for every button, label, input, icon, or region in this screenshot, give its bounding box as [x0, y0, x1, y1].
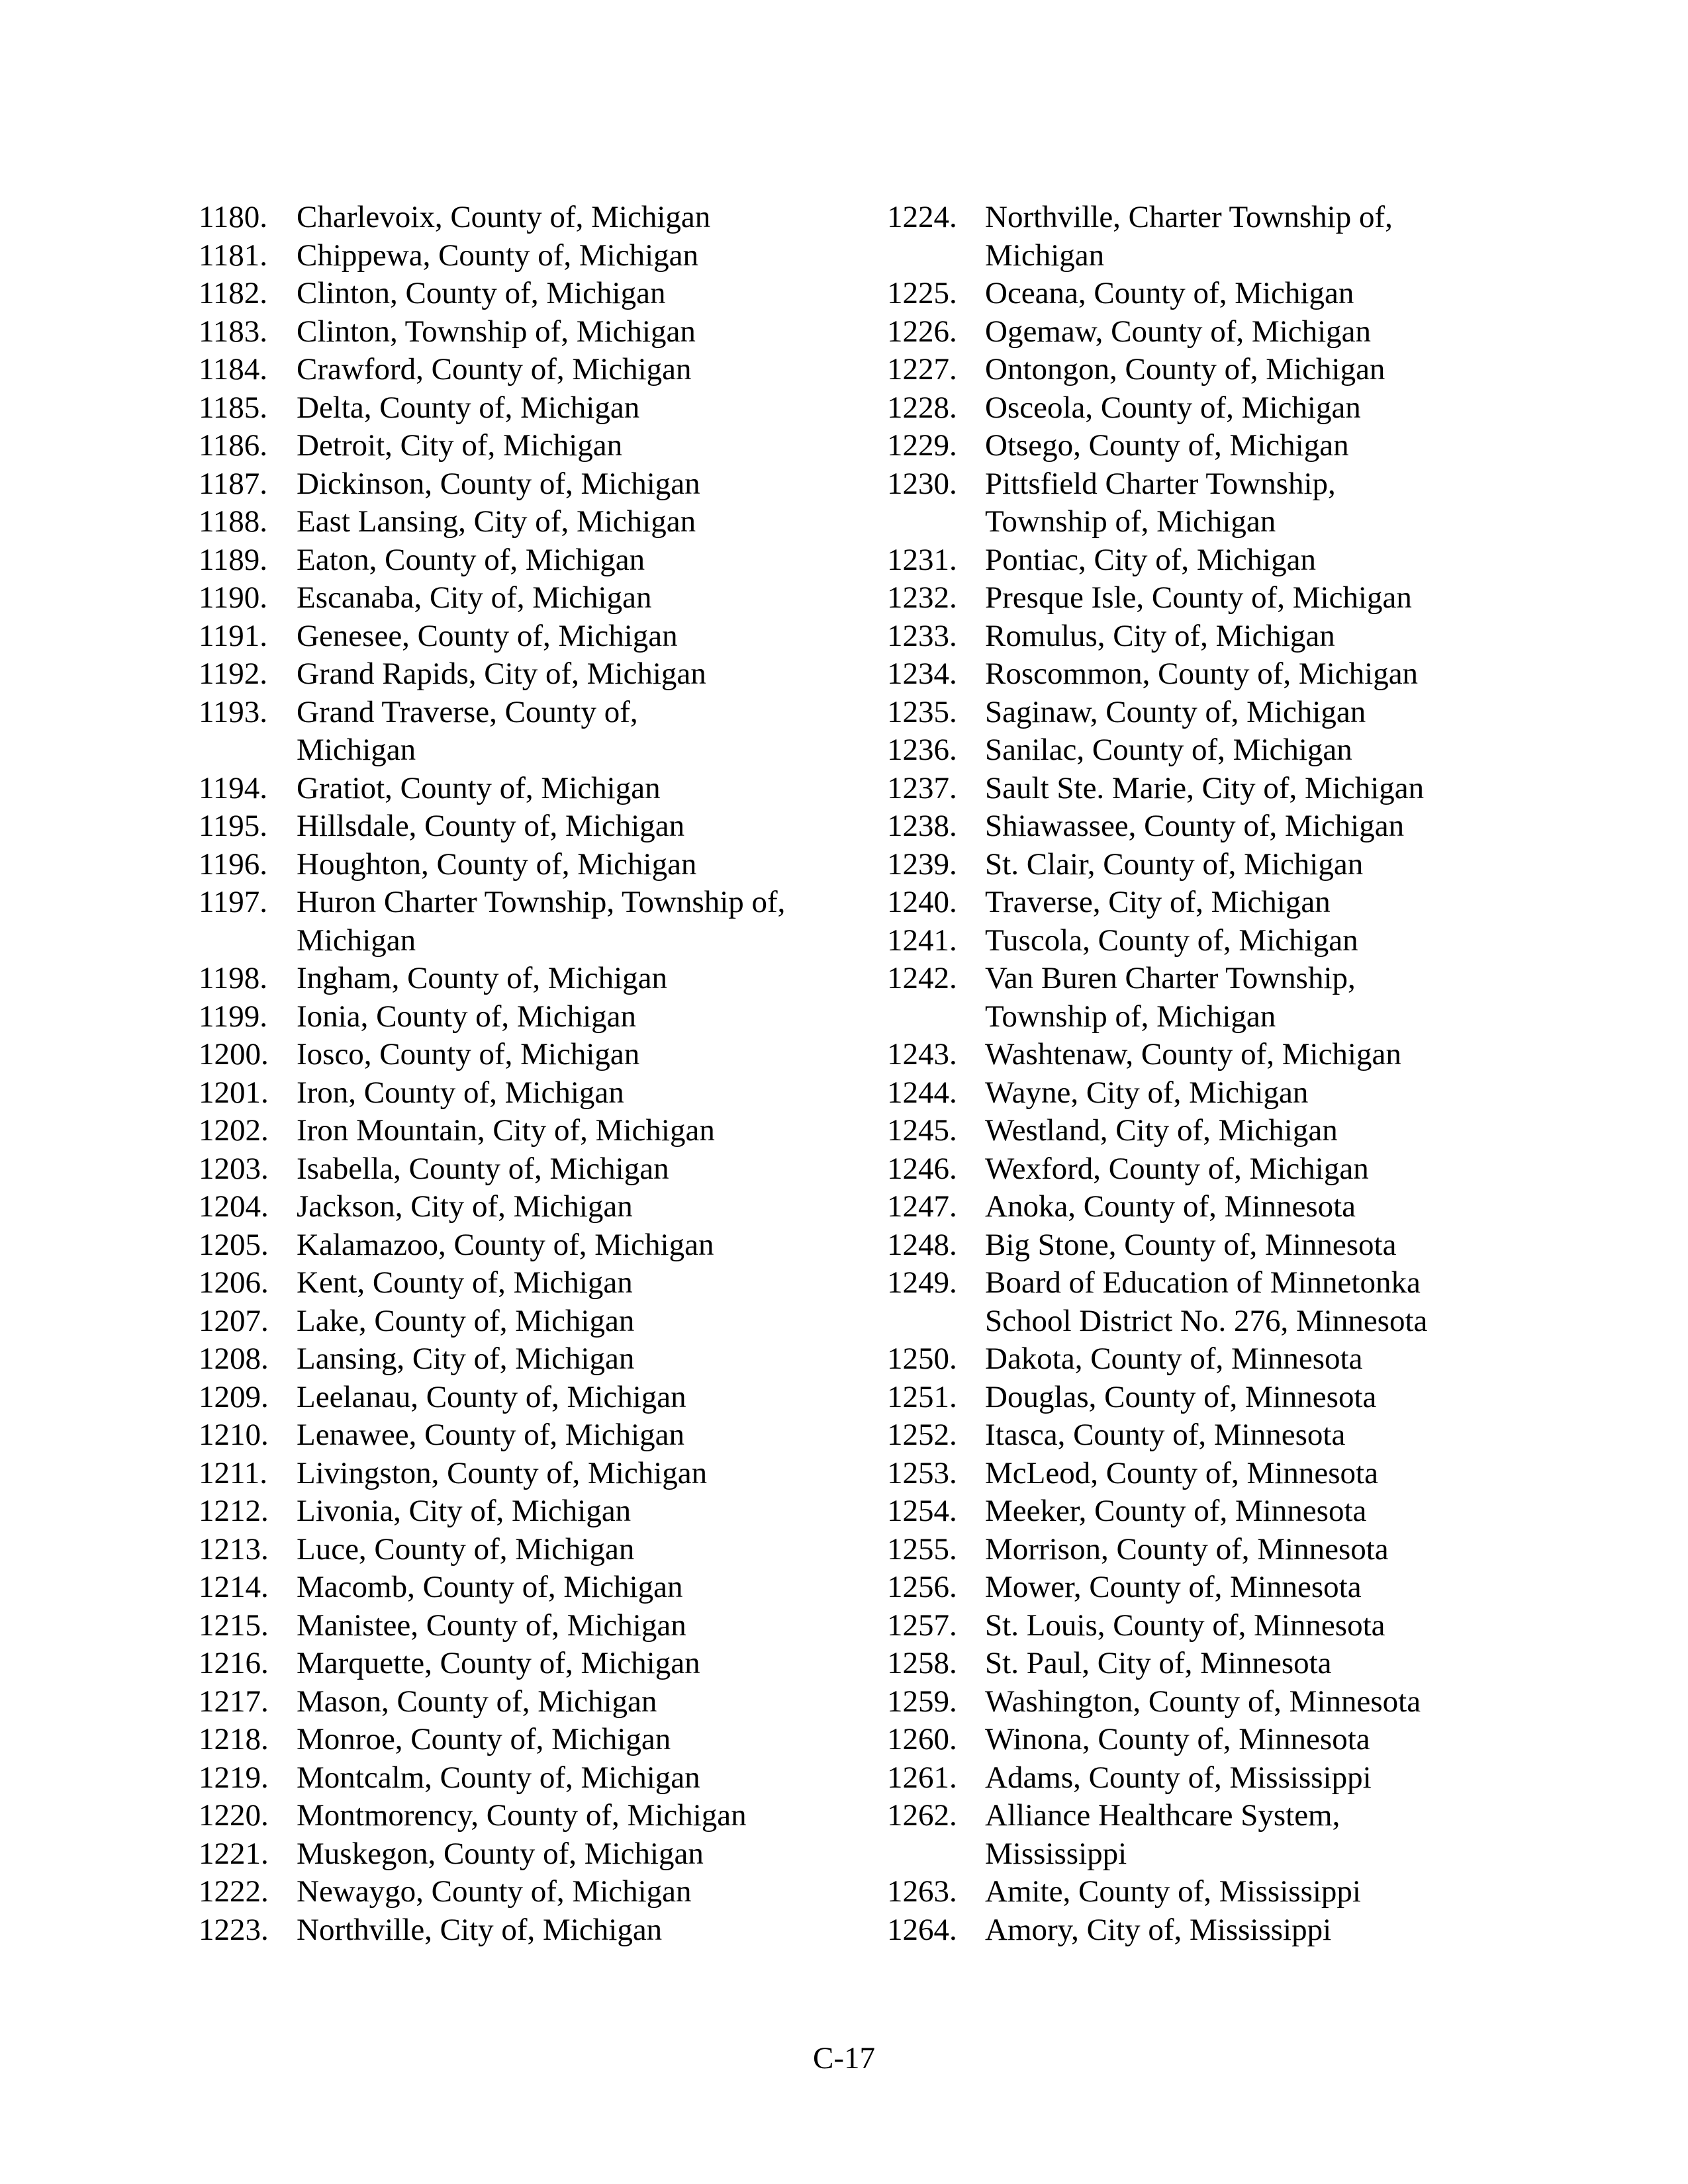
entry-number: 1243.	[887, 1037, 957, 1071]
entry-text: Eaton, County of, Michigan	[297, 542, 645, 577]
entry-number: 1180.	[199, 200, 268, 234]
list-item	[887, 617, 1483, 656]
entry-number: 1218.	[199, 1722, 269, 1756]
entry-number: 1231.	[887, 542, 957, 577]
entry-text: Crawford, County of, Michigan	[297, 352, 692, 387]
entry-text: Genesee, County of, Michigan	[297, 618, 678, 653]
entry-number: 1224.	[887, 200, 957, 234]
entry-number: 1242.	[887, 961, 957, 995]
list-item	[199, 1074, 794, 1113]
entry-text: Montcalm, County of, Michigan	[297, 1760, 700, 1795]
entry-text: Morrison, County of, Minnesota	[985, 1531, 1389, 1567]
entry-text: Westland, City of, Michigan	[985, 1113, 1338, 1148]
entry-number: 1255.	[887, 1531, 957, 1567]
entry-number: 1184.	[199, 352, 268, 387]
entry-number: 1190.	[199, 580, 268, 615]
entry-text: Otsego, County of, Michigan	[985, 428, 1349, 463]
list-item	[887, 1911, 1483, 1950]
list-column-left	[199, 199, 794, 1949]
list-item	[887, 1759, 1483, 1797]
list-item	[887, 389, 1483, 428]
list-item	[887, 199, 1483, 275]
list-item	[199, 1797, 794, 1835]
entry-text: Ingham, County of, Michigan	[297, 961, 668, 995]
entry-text: Adams, County of, Mississippi	[985, 1760, 1372, 1795]
list-item	[199, 1112, 794, 1150]
entry-number: 1197.	[199, 885, 268, 919]
entry-number: 1207.	[199, 1303, 269, 1338]
entry-text: Alliance Healthcare System, Mississippi	[985, 1798, 1340, 1871]
entry-text: Lake, County of, Michigan	[297, 1303, 635, 1338]
entry-number: 1226.	[887, 314, 957, 349]
entry-text: Osceola, County of, Michigan	[985, 390, 1361, 425]
entry-number: 1205.	[199, 1227, 269, 1262]
entry-number: 1196.	[199, 846, 268, 882]
entry-number: 1239.	[887, 846, 957, 882]
entry-text: St. Paul, City of, Minnesota	[985, 1646, 1332, 1680]
entry-number: 1245.	[887, 1113, 957, 1148]
list-item	[887, 1416, 1483, 1455]
entry-text: Wexford, County of, Michigan	[985, 1151, 1369, 1186]
entry-number: 1204.	[199, 1189, 269, 1224]
entry-number: 1206.	[199, 1265, 269, 1300]
list-item	[199, 884, 794, 960]
entry-number: 1201.	[199, 1075, 269, 1110]
entry-number: 1187.	[199, 466, 268, 501]
list-item	[887, 1531, 1483, 1569]
entry-number: 1233.	[887, 618, 957, 653]
entry-text: Mower, County of, Minnesota	[985, 1570, 1362, 1604]
list-item	[199, 1150, 794, 1189]
entry-text: Macomb, County of, Michigan	[297, 1570, 683, 1604]
list-item	[199, 237, 794, 275]
entry-number: 1228.	[887, 390, 957, 425]
list-item	[887, 465, 1483, 541]
entry-number: 1209.	[199, 1379, 269, 1414]
entry-text: Iron, County of, Michigan	[297, 1075, 624, 1110]
entry-number: 1181.	[199, 238, 268, 273]
list-item	[887, 655, 1483, 694]
entry-number: 1262.	[887, 1798, 957, 1833]
list-item	[887, 427, 1483, 465]
list-item	[887, 1036, 1483, 1074]
entry-number: 1256.	[887, 1570, 957, 1604]
entry-number: 1237.	[887, 770, 957, 805]
entry-text: Dakota, County of, Minnesota	[985, 1342, 1363, 1376]
entry-text: Manistee, County of, Michigan	[297, 1608, 686, 1643]
list-item	[887, 1492, 1483, 1531]
entry-number: 1264.	[887, 1912, 957, 1947]
list-item	[199, 807, 794, 846]
list-item	[199, 503, 794, 541]
entry-number: 1183.	[199, 314, 268, 349]
entry-number: 1257.	[887, 1608, 957, 1643]
entry-text: Jackson, City of, Michigan	[297, 1189, 633, 1224]
entry-text: Lansing, City of, Michigan	[297, 1342, 635, 1376]
list-item	[199, 1683, 794, 1721]
entry-text: Escanaba, City of, Michigan	[297, 580, 652, 615]
list-item	[887, 1645, 1483, 1683]
entry-number: 1260.	[887, 1722, 957, 1756]
list-item	[199, 313, 794, 351]
entry-text: Van Buren Charter Township, Township of, Michigan	[985, 961, 1356, 1034]
entry-number: 1238.	[887, 809, 957, 843]
entry-number: 1219.	[199, 1760, 269, 1795]
entry-number: 1214.	[199, 1570, 269, 1604]
entry-text: Ogemaw, County of, Michigan	[985, 314, 1372, 349]
entry-text: Traverse, City of, Michigan	[985, 885, 1331, 919]
entry-text: Livingston, County of, Michigan	[297, 1455, 708, 1490]
list-item	[199, 1759, 794, 1797]
entry-text: Anoka, County of, Minnesota	[985, 1189, 1356, 1224]
entry-text: Kalamazoo, County of, Michigan	[297, 1227, 714, 1262]
list-item	[887, 960, 1483, 1036]
entry-text: Romulus, City of, Michigan	[985, 618, 1335, 653]
list-item	[199, 1607, 794, 1645]
entry-text: Saginaw, County of, Michigan	[985, 694, 1366, 729]
list-item	[199, 1302, 794, 1341]
list-item	[887, 1188, 1483, 1226]
list-item	[887, 351, 1483, 389]
list-item	[199, 694, 794, 770]
list-item	[887, 1455, 1483, 1493]
entry-text: Amite, County of, Mississippi	[985, 1874, 1361, 1909]
entry-text: Board of Education of Minnetonka School District No. 276, Minnesota	[985, 1265, 1428, 1338]
entry-number: 1249.	[887, 1265, 957, 1300]
entry-number: 1252.	[887, 1418, 957, 1452]
list-item	[887, 731, 1483, 770]
list-item	[199, 1416, 794, 1455]
entry-text: Dickinson, County of, Michigan	[297, 466, 700, 501]
entry-text: Marquette, County of, Michigan	[297, 1646, 700, 1680]
entry-number: 1227.	[887, 352, 957, 387]
entry-text: Iosco, County of, Michigan	[297, 1037, 640, 1071]
entry-number: 1240.	[887, 885, 957, 919]
list-item	[199, 275, 794, 313]
entry-number: 1188.	[199, 504, 268, 539]
entry-number: 1261.	[887, 1760, 957, 1795]
entry-text: Northville, Charter Township of, Michigan	[985, 200, 1393, 273]
list-item	[199, 770, 794, 808]
entry-text: Newaygo, County of, Michigan	[297, 1874, 692, 1909]
list-item	[199, 1873, 794, 1911]
entry-number: 1217.	[199, 1684, 269, 1719]
list-item	[887, 1721, 1483, 1759]
entry-number: 1258.	[887, 1646, 957, 1680]
list-item	[199, 1264, 794, 1302]
list-column-right	[887, 199, 1483, 1949]
list-item	[887, 1683, 1483, 1721]
entry-number: 1232.	[887, 580, 957, 615]
entry-number: 1222.	[199, 1874, 269, 1909]
entry-text: Gratiot, County of, Michigan	[297, 770, 661, 805]
entry-number: 1185.	[199, 390, 268, 425]
list-item	[887, 1340, 1483, 1379]
list-item	[199, 1226, 794, 1265]
entry-number: 1193.	[199, 694, 268, 729]
entry-text: Itasca, County of, Minnesota	[985, 1418, 1346, 1452]
entry-text: Washington, County of, Minnesota	[985, 1684, 1421, 1719]
list-item	[887, 579, 1483, 617]
list-item	[199, 579, 794, 617]
list-item	[887, 313, 1483, 351]
list-item	[199, 389, 794, 428]
entry-text: Kent, County of, Michigan	[297, 1265, 633, 1300]
list-item	[887, 884, 1483, 922]
entry-text: Chippewa, County of, Michigan	[297, 238, 699, 273]
entry-text: Leelanau, County of, Michigan	[297, 1379, 686, 1414]
entry-text: Isabella, County of, Michigan	[297, 1151, 669, 1186]
entry-number: 1223.	[199, 1912, 269, 1947]
entry-number: 1244.	[887, 1075, 957, 1110]
entry-number: 1199.	[199, 999, 268, 1034]
page-number: C-17	[813, 2041, 875, 2075]
entry-number: 1250.	[887, 1342, 957, 1376]
entry-text: Presque Isle, County of, Michigan	[985, 580, 1412, 615]
list-item	[887, 1873, 1483, 1911]
entry-number: 1215.	[199, 1608, 269, 1643]
list-item	[199, 1188, 794, 1226]
list-item	[199, 655, 794, 694]
entry-text: Douglas, County of, Minnesota	[985, 1379, 1377, 1414]
list-item	[199, 1455, 794, 1493]
entry-number: 1225.	[887, 276, 957, 310]
entry-number: 1251.	[887, 1379, 957, 1414]
list-item	[199, 1036, 794, 1074]
entry-text: Clinton, Township of, Michigan	[297, 314, 696, 349]
entry-number: 1216.	[199, 1646, 269, 1680]
entry-text: St. Clair, County of, Michigan	[985, 846, 1364, 882]
entry-text: Washtenaw, County of, Michigan	[985, 1037, 1401, 1071]
list-item	[199, 1911, 794, 1950]
entry-number: 1198.	[199, 961, 268, 995]
list-item	[887, 846, 1483, 884]
entry-number: 1235.	[887, 694, 957, 729]
entry-text: Delta, County of, Michigan	[297, 390, 640, 425]
entry-number: 1195.	[199, 809, 268, 843]
list-item	[199, 1645, 794, 1683]
entry-number: 1234.	[887, 657, 957, 691]
entry-number: 1230.	[887, 466, 957, 501]
entry-text: Clinton, County of, Michigan	[297, 276, 666, 310]
entry-number: 1202.	[199, 1113, 269, 1148]
list-item	[199, 541, 794, 580]
entry-text: Meeker, County of, Minnesota	[985, 1494, 1367, 1528]
entry-text: Livonia, City of, Michigan	[297, 1494, 632, 1528]
entry-text: Iron Mountain, City of, Michigan	[297, 1113, 715, 1148]
entry-text: Muskegon, County of, Michigan	[297, 1836, 704, 1871]
entry-text: Ionia, County of, Michigan	[297, 999, 637, 1034]
entry-text: Wayne, City of, Michigan	[985, 1075, 1309, 1110]
entry-number: 1253.	[887, 1455, 957, 1490]
entry-number: 1247.	[887, 1189, 957, 1224]
entry-number: 1259.	[887, 1684, 957, 1719]
list-item	[887, 1797, 1483, 1873]
list-item	[199, 1835, 794, 1874]
entry-number: 1192.	[199, 657, 268, 691]
entry-text: Northville, City of, Michigan	[297, 1912, 663, 1947]
list-item	[887, 1607, 1483, 1645]
entry-number: 1194.	[199, 770, 268, 805]
entry-text: Lenawee, County of, Michigan	[297, 1418, 685, 1452]
entry-number: 1212.	[199, 1494, 269, 1528]
list-item	[887, 922, 1483, 960]
list-item	[199, 617, 794, 656]
entry-text: Ontongon, County of, Michigan	[985, 352, 1385, 387]
list-item	[199, 1721, 794, 1759]
list-item	[199, 1492, 794, 1531]
list-item	[199, 465, 794, 504]
entry-text: Mason, County of, Michigan	[297, 1684, 657, 1719]
entry-text: Grand Rapids, City of, Michigan	[297, 657, 706, 691]
entry-text: Hillsdale, County of, Michigan	[297, 809, 685, 843]
list-item	[199, 427, 794, 465]
entry-number: 1236.	[887, 733, 957, 767]
entry-number: 1213.	[199, 1531, 269, 1567]
list-item	[887, 541, 1483, 580]
entry-number: 1241.	[887, 923, 957, 958]
entry-text: Pittsfield Charter Township, Township of, Michigan	[985, 466, 1336, 539]
entry-number: 1254.	[887, 1494, 957, 1528]
entry-number: 1220.	[199, 1798, 269, 1833]
list-item	[887, 807, 1483, 846]
entry-text: Charlevoix, County of, Michigan	[297, 200, 711, 234]
entry-text: Big Stone, County of, Minnesota	[985, 1227, 1397, 1262]
entry-text: East Lansing, City of, Michigan	[297, 504, 696, 539]
entry-text: Houghton, County of, Michigan	[297, 846, 697, 882]
list-item	[887, 275, 1483, 313]
entry-number: 1221.	[199, 1836, 269, 1871]
entry-text: Shiawassee, County of, Michigan	[985, 809, 1405, 843]
list-item	[887, 1112, 1483, 1150]
entry-text: St. Louis, County of, Minnesota	[985, 1608, 1385, 1643]
list-item	[887, 1379, 1483, 1417]
entry-text: Montmorency, County of, Michigan	[297, 1798, 747, 1833]
entry-text: Sanilac, County of, Michigan	[985, 733, 1352, 767]
entry-number: 1200.	[199, 1037, 269, 1071]
entry-number: 1229.	[887, 428, 957, 463]
entry-text: Roscommon, County of, Michigan	[985, 657, 1419, 691]
entry-number: 1189.	[199, 542, 268, 577]
entry-number: 1186.	[199, 428, 268, 463]
entry-number: 1263.	[887, 1874, 957, 1909]
list-item	[199, 1379, 794, 1417]
entry-text: Sault Ste. Marie, City of, Michigan	[985, 770, 1425, 805]
list-item	[887, 770, 1483, 808]
entry-number: 1211.	[199, 1455, 268, 1490]
entry-number: 1246.	[887, 1151, 957, 1186]
entry-number: 1191.	[199, 618, 268, 653]
list-item	[199, 960, 794, 998]
list-item	[199, 351, 794, 389]
entry-number: 1203.	[199, 1151, 269, 1186]
list-item	[887, 1150, 1483, 1189]
list-item	[199, 998, 794, 1036]
list-item	[199, 1340, 794, 1379]
entry-text: Detroit, City of, Michigan	[297, 428, 623, 463]
entry-number: 1248.	[887, 1227, 957, 1262]
entry-text: Pontiac, City of, Michigan	[985, 542, 1316, 577]
list-item	[199, 846, 794, 884]
entry-text: McLeod, County of, Minnesota	[985, 1455, 1378, 1490]
entry-text: Huron Charter Township, Township of, Michigan	[297, 885, 786, 958]
list-item	[887, 1569, 1483, 1607]
list-item	[887, 1074, 1483, 1113]
entry-number: 1208.	[199, 1342, 269, 1376]
list-item	[199, 1569, 794, 1607]
list-item	[199, 1531, 794, 1569]
entry-text: Monroe, County of, Michigan	[297, 1722, 671, 1756]
entry-text: Winona, County of, Minnesota	[985, 1722, 1370, 1756]
entry-text: Amory, City of, Mississippi	[985, 1912, 1332, 1947]
list-item	[199, 199, 794, 237]
entry-number: 1210.	[199, 1418, 269, 1452]
entry-text: Luce, County of, Michigan	[297, 1531, 635, 1567]
list-item	[887, 1226, 1483, 1265]
list-item	[887, 694, 1483, 732]
entry-text: Tuscola, County of, Michigan	[985, 923, 1358, 958]
entry-text: Grand Traverse, County of, Michigan	[297, 694, 638, 767]
entry-number: 1182.	[199, 276, 268, 310]
entry-text: Oceana, County of, Michigan	[985, 276, 1354, 310]
list-item	[887, 1264, 1483, 1340]
